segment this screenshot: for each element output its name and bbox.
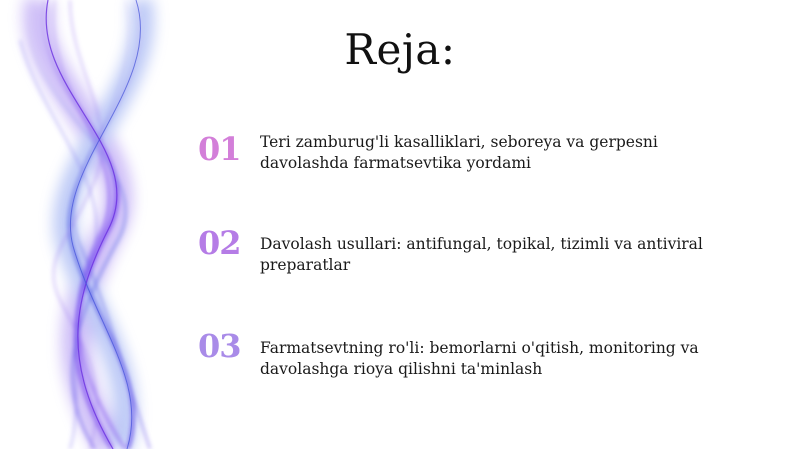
item-text-3: Farmatsevtning ro'li: bemorlarni o'qitish, monitoring va davolashga rioya qilishni ta'minlash <box>260 339 699 378</box>
smoke-ribbon-decoration <box>0 0 200 449</box>
slide-title: Reja: <box>344 25 456 74</box>
item-text-2: Davolash usullari: antifungal, topikal, tizimli va antiviral preparatlar <box>260 235 703 274</box>
item-number-1: 01 <box>198 130 241 168</box>
item-number-2: 02 <box>198 224 241 262</box>
item-text-1: Teri zamburug'li kasalliklari, seboreya va gerpesni davolashda farmatsevtika yordami <box>260 133 658 172</box>
item-number-3: 03 <box>198 327 241 365</box>
